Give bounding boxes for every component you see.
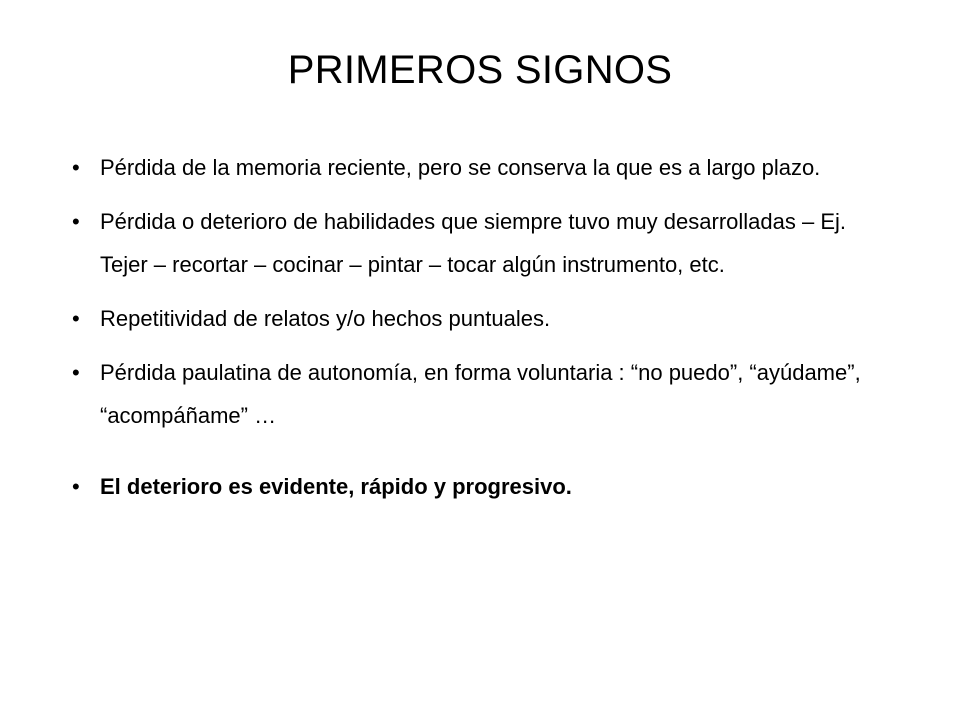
bullet-item-memory	[72, 146, 892, 189]
bullet-marker: •	[72, 474, 80, 499]
bullet-item-skills	[72, 200, 892, 286]
slide-title: PRIMEROS SIGNOS	[287, 48, 673, 92]
bullet-item-repetition	[72, 297, 892, 340]
bullet-text: Pérdida paulatina de autonomía, en forma voluntaria : “no puedo”, “ayúdame”, “acompáñame” …	[100, 360, 861, 428]
bullet-list	[72, 146, 892, 519]
bullet-marker: •	[72, 360, 80, 385]
bullet-item-autonomy	[72, 351, 892, 437]
bullet-marker: •	[72, 155, 80, 180]
bullet-item-conclusion	[72, 465, 892, 508]
bullet-text: Pérdida de la memoria reciente, pero se conserva la que es a largo plazo.	[100, 155, 821, 180]
bullet-text: Pérdida o deterioro de habilidades que siempre tuvo muy desarrolladas – Ej. Tejer – recortar – cocinar – pintar – tocar algún instrumento, etc.	[100, 209, 846, 277]
bullet-text: El deterioro es evidente, rápido y progresivo.	[100, 474, 572, 499]
bullet-marker: •	[72, 209, 80, 234]
bullet-marker: •	[72, 306, 80, 331]
bullet-text: Repetitividad de relatos y/o hechos puntuales.	[100, 306, 551, 331]
